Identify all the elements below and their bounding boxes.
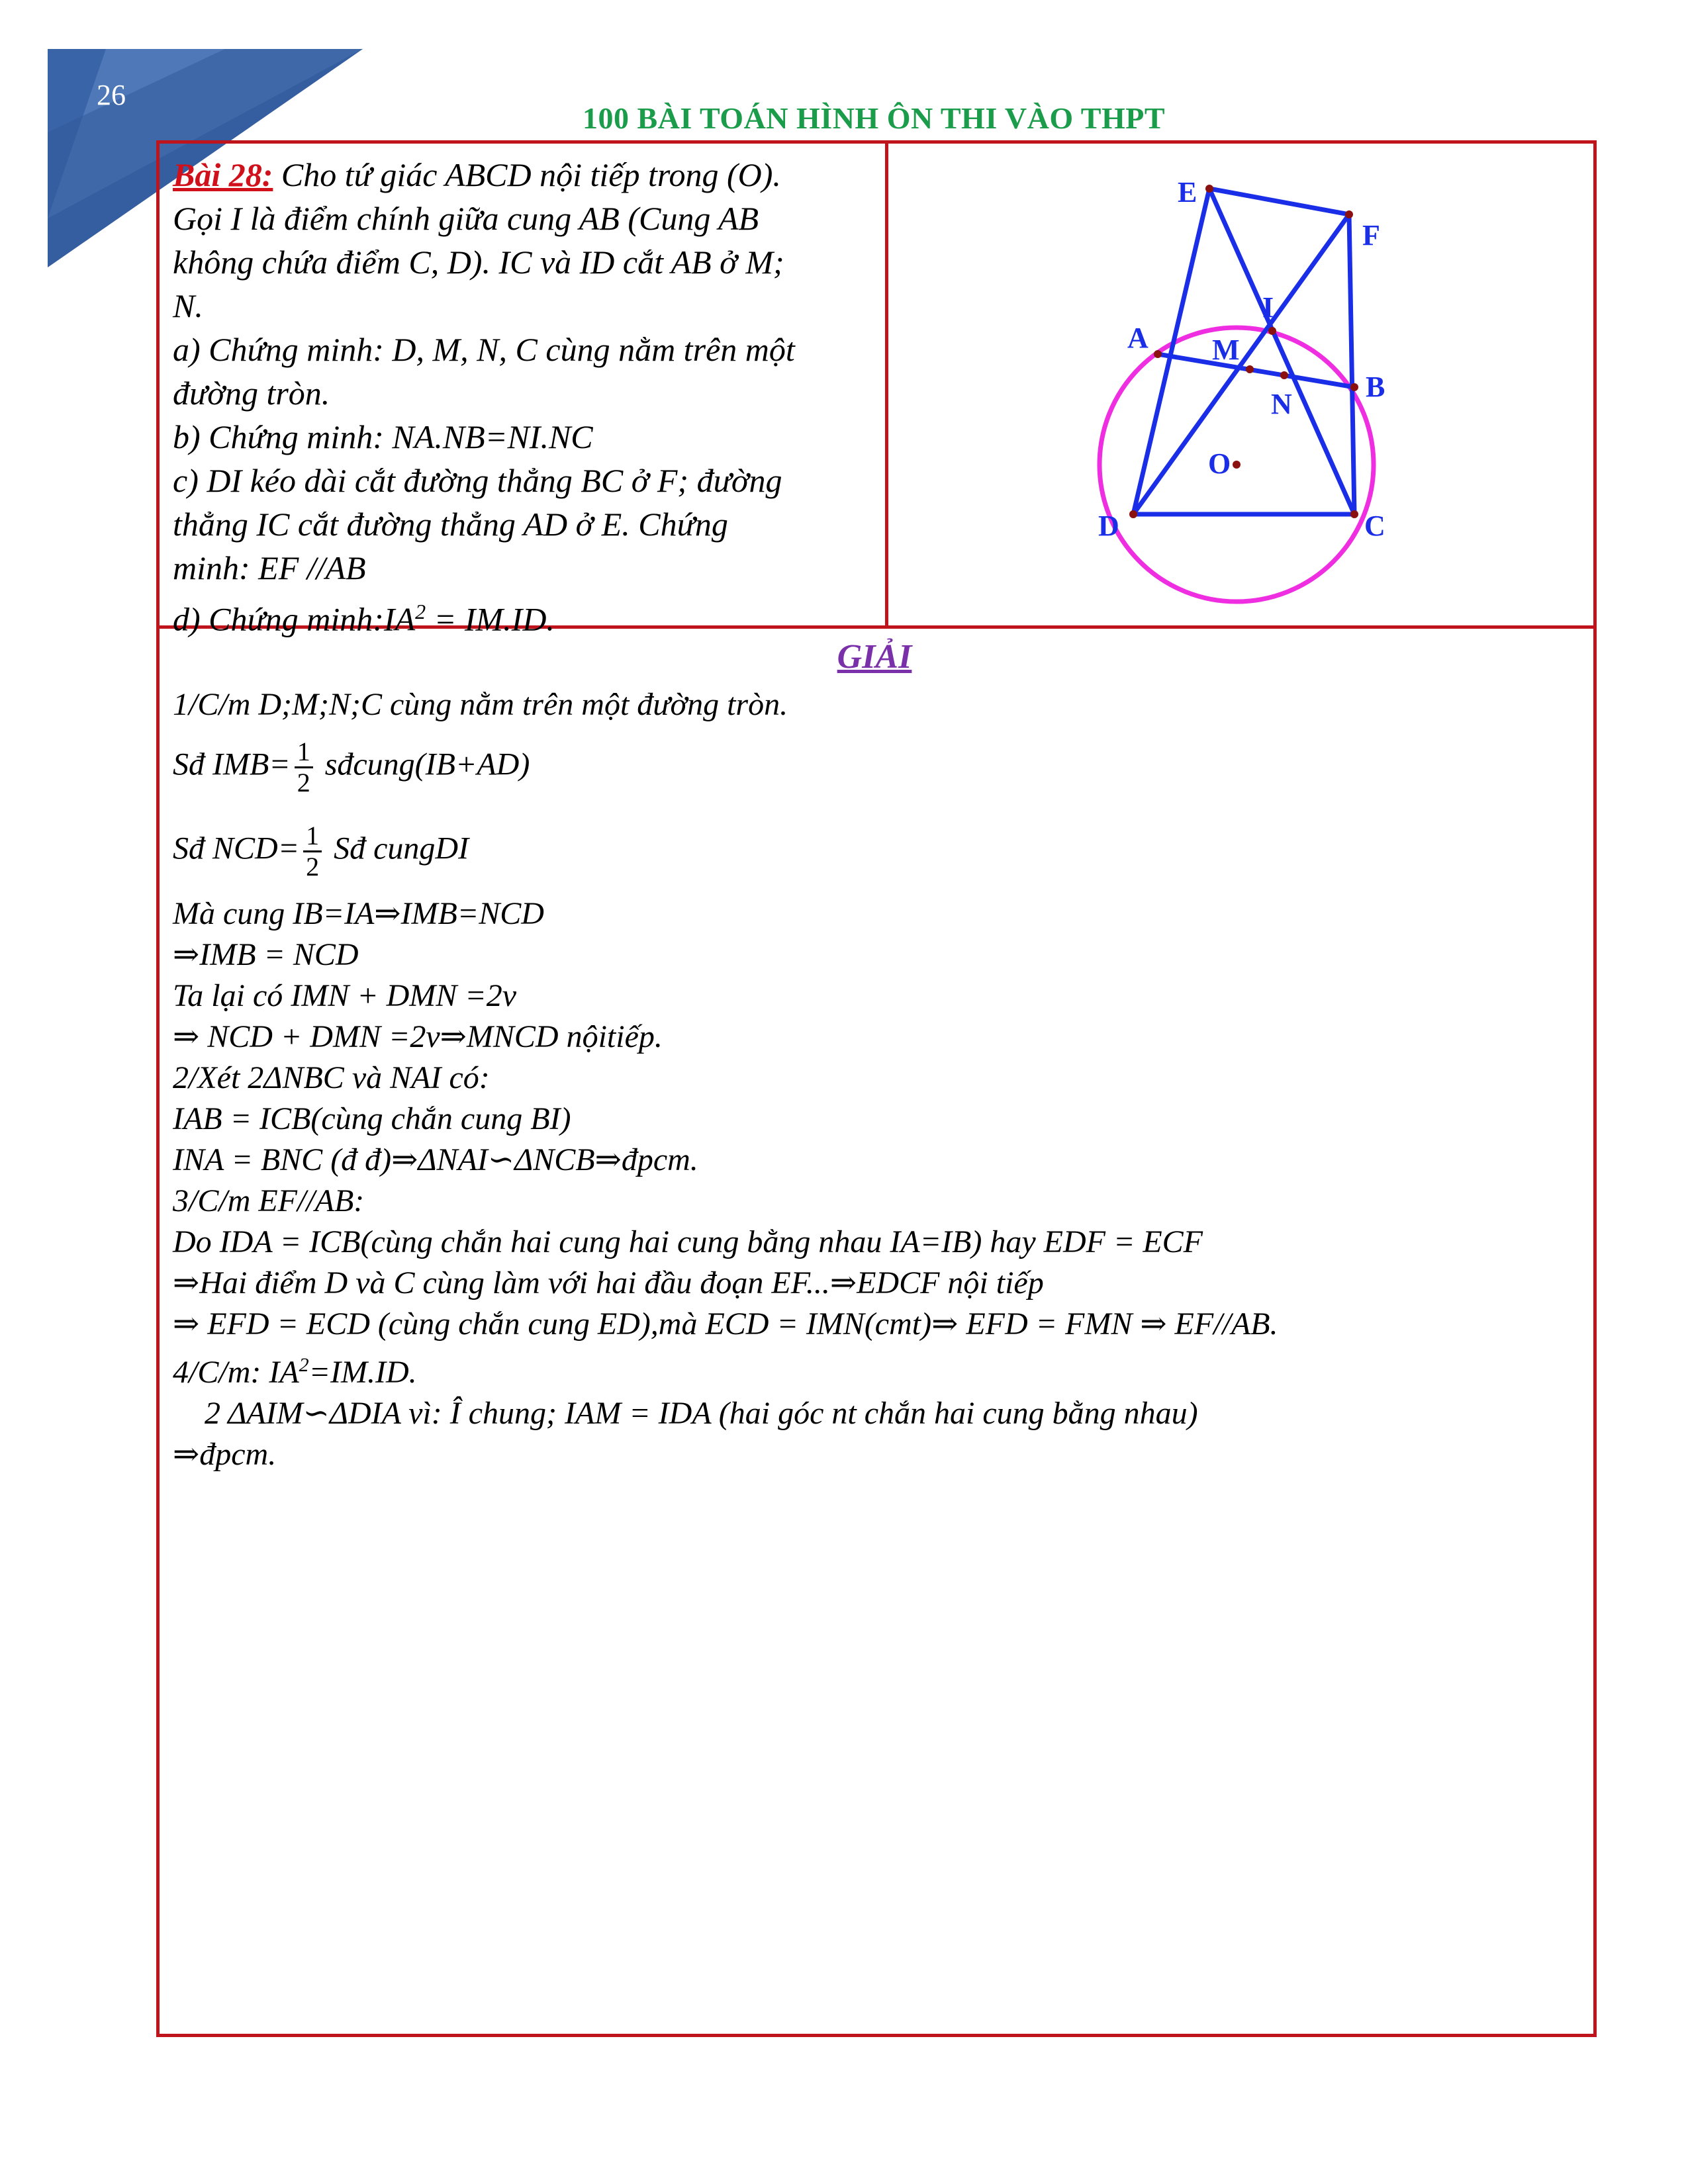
point-c (1350, 510, 1358, 518)
problem-label: Bài 28: (173, 156, 273, 193)
label-a: A (1127, 322, 1149, 354)
label-m: M (1212, 334, 1240, 366)
problem-line: a) Chứng minh: D, M, N, C cùng nằm trên một (173, 331, 795, 368)
solution-line: 2 ΔAIM∽ΔDIA vì: Î chung; IAM = IDA (hai góc nt chắn hai cung bằng nhau) (173, 1396, 1198, 1431)
solution-line: 4/C/m: $IA^2=IM.ID$. (173, 1354, 417, 1390)
divider-vertical (885, 144, 888, 625)
problem-line: minh: EF //AB (173, 549, 366, 586)
problem-line: không chứa điểm C, D). IC và ID cắt AB ở M; (173, 244, 784, 281)
problem-frame (156, 140, 1597, 2037)
solution-line-fraction: Sđ NCD= $\frac{1}{2}$ Sđ cungDI (173, 821, 469, 882)
point-o (1233, 461, 1241, 469)
solution-line: 3/C/m EF//AB: (173, 1183, 365, 1218)
problem-line: c) DI kéo dài cắt đường thẳng BC ở F; đường (173, 462, 782, 499)
solution-section (173, 637, 1576, 1475)
solution-line: Mà cung IB=IA⇒IMB=NCD (173, 896, 544, 931)
point-m (1246, 365, 1254, 373)
solution-line: ⇒đpcm. (173, 1437, 277, 1472)
page-number: 26 (97, 79, 126, 111)
point-b (1350, 383, 1358, 391)
solution-title: GIẢI (837, 638, 912, 676)
point-a (1154, 350, 1162, 358)
point-d (1129, 510, 1137, 518)
point-n (1280, 371, 1288, 379)
solution-line: INA = BNC (đ đ)⇒ΔNAI∽ΔNCB⇒đpcm. (173, 1142, 698, 1177)
geometry-figure (894, 157, 1589, 620)
label-d: D (1098, 510, 1119, 542)
solution-line: ⇒Hai điểm D và C cùng làm với hai đầu đoạn EF...⇒EDCF nội tiếp (173, 1265, 1044, 1300)
label-n: N (1271, 388, 1292, 420)
problem-line: b) Chứng minh: NA.NB=NI.NC (173, 418, 593, 455)
solution-line: Do IDA = ICB(cùng chắn hai cung hai cung bằng nhau IA=IB) hay EDF = ECF (173, 1224, 1203, 1259)
solution-line-fraction: Sđ IMB= $\frac{1}{2}$ sđcung(IB+AD) (173, 737, 530, 797)
label-f: F (1362, 219, 1380, 251)
problem-line: thẳng IC cắt đường thẳng AD ở E. Chứng (173, 506, 728, 543)
problem-line: N. (173, 287, 203, 324)
problem-line: Gọi I là điểm chính giữa cung AB (Cung AB (173, 200, 759, 237)
label-o: O (1208, 447, 1231, 480)
solution-line: ⇒ EFD = ECD (cùng chắn cung ED),mà ECD = IMN(cmt)⇒ EFD = FMN ⇒ EF//AB. (173, 1306, 1278, 1342)
label-b: B (1366, 371, 1385, 403)
problem-line: Cho tứ giác ABCD nội tiếp trong (O). (281, 156, 781, 193)
fraction: $\frac{1}{2}$ (303, 821, 322, 882)
fraction: $\frac{1}{2}$ (295, 737, 313, 797)
solution-line: 1/C/m D;M;N;C cùng nằm trên một đường tròn. (173, 687, 788, 722)
segment-fc (1349, 214, 1354, 514)
problem-line: đường tròn. (173, 375, 330, 412)
solution-line: Ta lại có IMN + DMN =2v (173, 978, 516, 1013)
problem-line-d: d) Chứng $\min h:IA^2 = IM.ID$. (173, 600, 555, 638)
label-c: C (1364, 510, 1385, 542)
problem-statement (173, 153, 874, 641)
solution-line: ⇒IMB = NCD (173, 937, 359, 972)
point-e (1205, 185, 1213, 193)
label-e: E (1178, 176, 1197, 208)
solution-line: IAB = ICB(cùng chắn cung BI) (173, 1101, 571, 1136)
document-title: 100 BÀI TOÁN HÌNH ÔN THI VÀO THPT (582, 101, 1166, 135)
point-f (1345, 210, 1353, 218)
label-i: I (1262, 291, 1274, 324)
solution-line: ⇒ NCD + DMN =2v⇒MNCD nộitiếp. (173, 1019, 663, 1054)
solution-line: 2/Xét 2ΔNBC và NAI có: (173, 1060, 490, 1095)
segment-ef (1209, 189, 1349, 214)
point-i (1268, 327, 1276, 335)
